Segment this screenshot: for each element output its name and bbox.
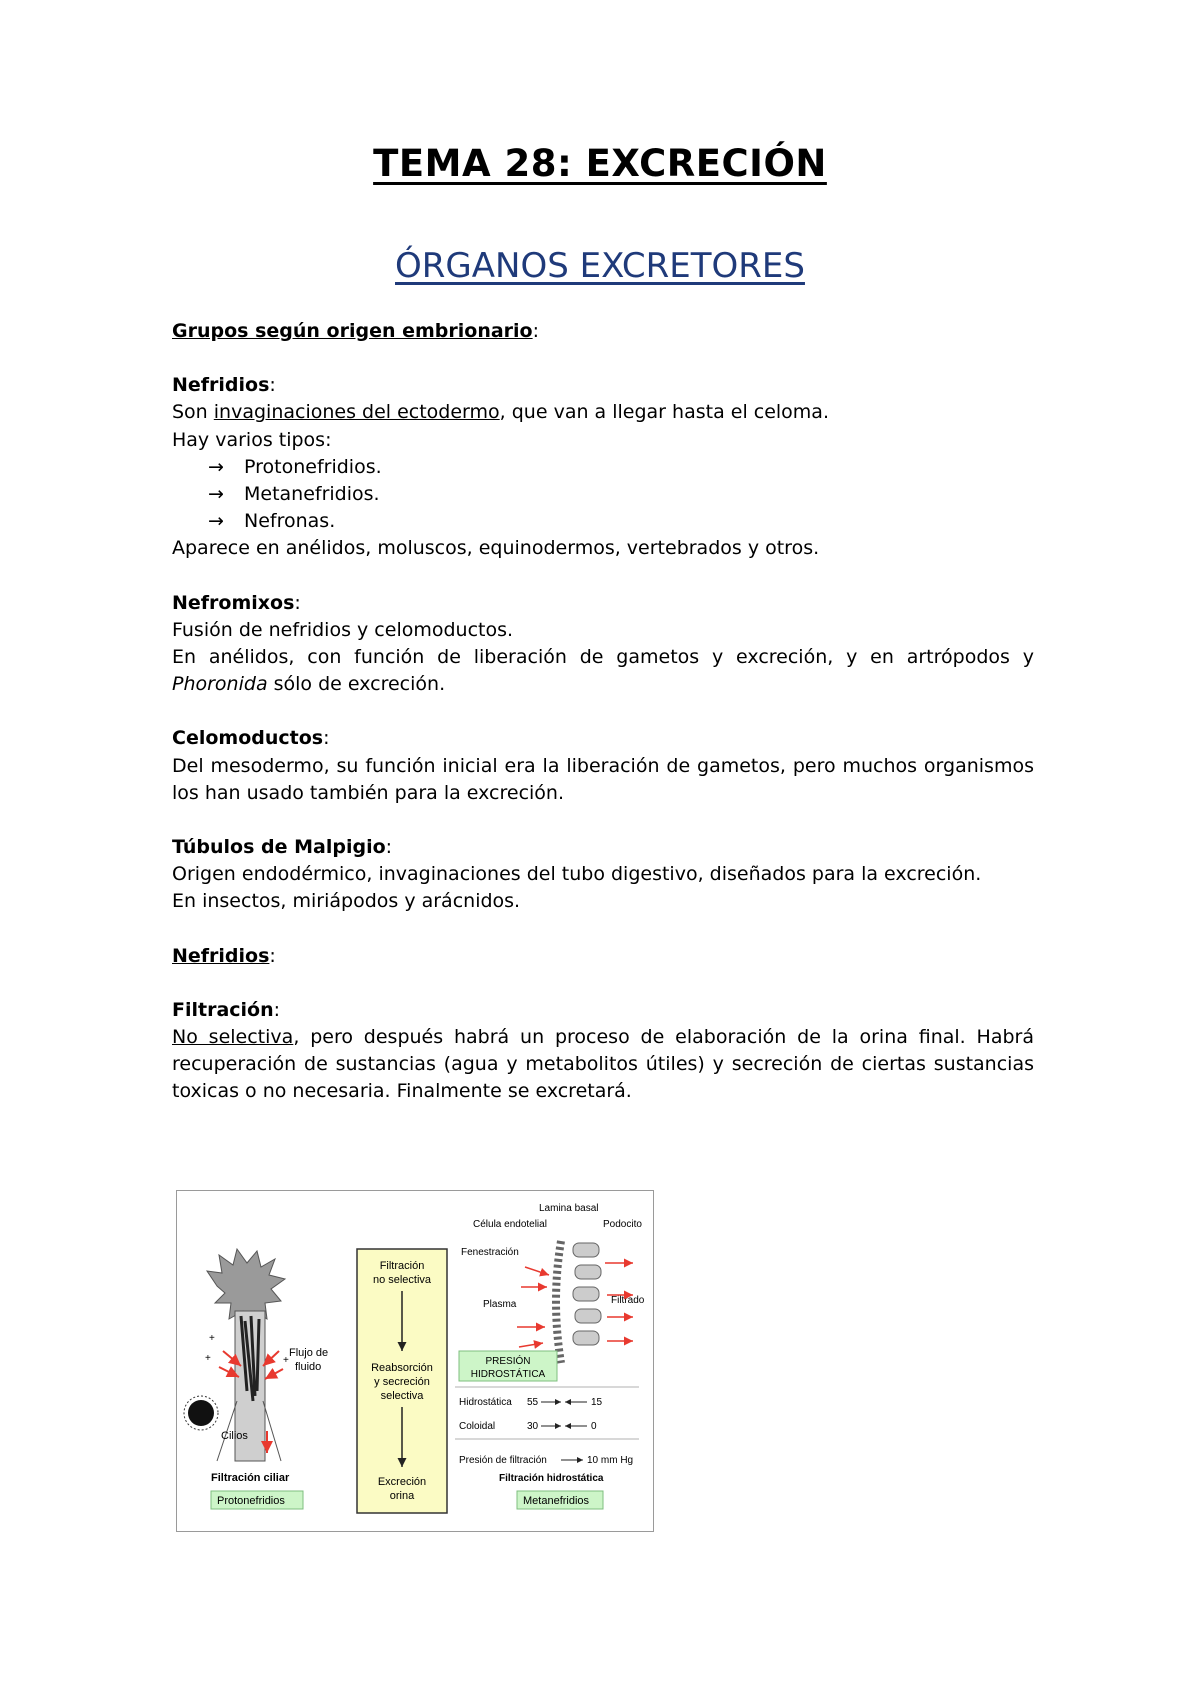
nefridios-line2: Hay varios tipos:: [172, 428, 332, 451]
hidro-label: Hidrostática: [459, 1397, 512, 1408]
flujo-label-2: fluido: [295, 1361, 322, 1373]
type-item: → Nefronas.: [172, 508, 1034, 535]
celomoductos-heading: Celomoductos: [172, 727, 324, 750]
nefridios-heading-line: Nefridios:: [172, 374, 276, 397]
type-item: → Metanefridios.: [172, 481, 1034, 508]
nefridios2-heading-line: Nefridios:: [172, 944, 276, 967]
coloidal-value-b: 0: [591, 1421, 597, 1432]
plus-sign: +: [283, 1355, 289, 1366]
celomoductos-heading-line: Celomoductos:: [172, 727, 330, 750]
filtracion-heading-line: Filtración:: [172, 998, 281, 1021]
process-flow: [357, 1249, 447, 1513]
coloidal-label: Coloidal: [459, 1421, 496, 1432]
right-caption: Filtración hidrostática: [499, 1473, 604, 1484]
left-caption: Filtración ciliar: [211, 1472, 290, 1484]
excretion-diagram: [176, 1190, 654, 1532]
metanefridios-label: Metanefridios: [523, 1495, 590, 1507]
nefromixos-heading-line: Nefromixos:: [172, 591, 301, 614]
plasma-label: Plasma: [483, 1299, 517, 1310]
page-title: TEMA 28: EXCRECIÓN: [373, 142, 827, 185]
presion-box-line1: PRESIÓN: [485, 1356, 531, 1367]
nefromixos-heading: Nefromixos: [172, 591, 295, 614]
celomoductos-text: Del mesodermo, su función inicial era la liberación de gametos, pero muchos organismos los han usado también para la excreción.: [172, 754, 1034, 804]
step2-line1: Reabsorción: [371, 1362, 433, 1374]
arrow-icon: →: [208, 483, 224, 506]
step2-line3: selectiva: [380, 1390, 424, 1402]
step1-line2: no selectiva: [372, 1274, 432, 1286]
lamina-label: Lamina basal: [539, 1203, 599, 1214]
groups-heading: Grupos según origen embrionario: [172, 320, 533, 342]
presion-filt-label: Presión de filtración: [459, 1455, 547, 1466]
document-body: [172, 318, 1034, 1106]
presion-box-line2: HIDROSTÁTICA: [470, 1369, 546, 1380]
podocito-label: Podocito: [603, 1219, 642, 1230]
nefridios-line3: Aparece en anélidos, moluscos, equinodermos, vertebrados y otros.: [172, 537, 820, 560]
hidro-value-a: 55: [527, 1397, 539, 1408]
malpigio-text2: En insectos, miriápodos y arácnidos.: [172, 890, 521, 913]
plus-sign: +: [209, 1333, 215, 1344]
protonefridios-label: Protonefridios: [217, 1495, 285, 1507]
malpigio-heading-line: Túbulos de Malpigio:: [172, 836, 393, 859]
groups-heading-line: Grupos según origen embrionario:: [172, 320, 540, 342]
section-title: ÓRGANOS EXCRETORES: [395, 246, 805, 286]
presion-filt-value: 10 mm Hg: [587, 1455, 634, 1466]
celula-label: Célula endotelial: [473, 1219, 547, 1230]
type-item: → Protonefridios.: [172, 454, 1034, 481]
nefridios-heading: Nefridios: [172, 374, 270, 397]
filtracion-text: No selectiva, pero después habrá un proceso de elaboración de la orina final. Habrá recuperación de sustancias (agua y metabolitos útiles) y secreción de ciertas sustancias toxicas o no necesaria. Finalmente se excretará.: [172, 1026, 1035, 1103]
step3-line2: orina: [389, 1490, 415, 1502]
plus-sign: +: [205, 1353, 211, 1364]
step3-line1: Excreción: [377, 1476, 427, 1488]
malpigio-heading: Túbulos de Malpigio: [172, 836, 386, 859]
filtracion-heading: Filtración: [172, 998, 274, 1021]
step2-line2: y secreción: [374, 1376, 430, 1388]
nefromixos-line1: Fusión de nefridios y celomoductos.: [172, 618, 514, 641]
nefromixos-line2: En anélidos, con función de liberación de gametos y excreción, y en artrópodos y Phoronida sólo de excreción.: [172, 646, 1034, 696]
cilios-label: Cilios: [221, 1430, 248, 1442]
hidro-value-b: 15: [591, 1397, 603, 1408]
metanefridio-drawing: [455, 1203, 645, 1509]
arrow-icon: →: [208, 510, 224, 533]
filtrado-label: Filtrado: [611, 1295, 645, 1306]
fenestracion-label: Fenestración: [461, 1247, 519, 1258]
malpigio-text1: Origen endodérmico, invaginaciones del tubo digestivo, diseñados para la excreción.: [172, 863, 982, 886]
nefridios-line1: Son invaginaciones del ectodermo, que van a llegar hasta el celoma.: [172, 401, 829, 424]
coloidal-value-a: 30: [527, 1421, 539, 1432]
protonefridio-drawing: [184, 1249, 328, 1509]
flujo-label-1: Flujo de: [289, 1347, 329, 1359]
arrow-icon: →: [208, 455, 224, 478]
step1-line1: Filtración: [379, 1260, 425, 1272]
nefridios2-heading: Nefridios: [172, 944, 270, 967]
